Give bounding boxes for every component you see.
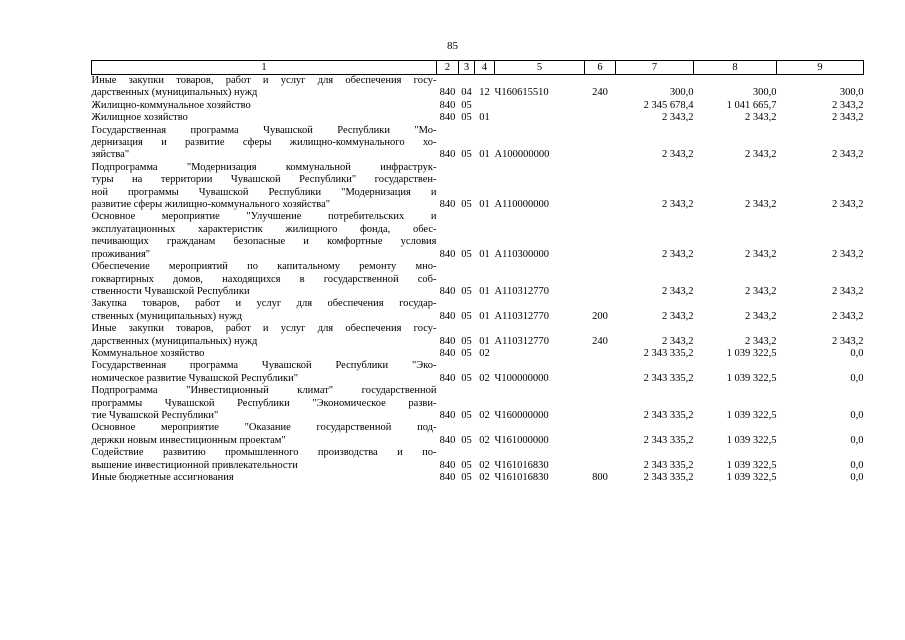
budget-admin-code: 840 [439, 459, 456, 471]
target-article-code: Ч161016830 [494, 472, 549, 483]
table-row [92, 348, 864, 360]
amount-col-8: 1 041 665,7 [726, 99, 777, 111]
amount-col-8: 1 039 322,5 [726, 409, 777, 421]
column-header: 1 [92, 61, 437, 75]
expense-type-code [585, 385, 616, 422]
subsection-code: 01 [479, 285, 490, 297]
section-code: 05 [461, 409, 472, 421]
table-row [92, 360, 864, 385]
table-row [92, 422, 864, 447]
budget-admin-code: 840 [439, 199, 456, 211]
target-article-code [495, 348, 585, 360]
amount-col-7: 2 343 335,2 [643, 409, 694, 421]
amount-col-7: 2 343 335,2 [643, 472, 694, 483]
section-code: 05 [461, 149, 472, 161]
amount-col-8: 1 039 322,5 [726, 347, 777, 359]
description-line: туры на территории Чувашской Республики" государствен- [91, 174, 437, 186]
table-row [92, 298, 864, 323]
table-row [92, 100, 864, 112]
row-description [92, 348, 437, 360]
description-line: Подпрограмма "Модернизация коммунальной инфраструк- [91, 161, 437, 173]
amount-col-8: 2 343,2 [745, 310, 777, 322]
column-header: 5 [495, 61, 585, 75]
table-row [92, 112, 864, 124]
section-code: 05 [461, 472, 472, 483]
amount-col-7: 2 343 335,2 [643, 459, 694, 471]
table-row [92, 75, 864, 100]
amount-col-8: 2 343,2 [745, 112, 777, 124]
table-row [92, 472, 864, 484]
row-description [92, 323, 437, 348]
amount-col-8: 300,0 [752, 87, 777, 99]
amount-col-9: 2 343,2 [832, 335, 864, 347]
section-code: 05 [461, 199, 472, 211]
table-row [92, 447, 864, 472]
row-description [92, 261, 437, 298]
section-code: 05 [461, 347, 472, 359]
table-row [92, 162, 864, 212]
target-article-code: Ч161000000 [494, 434, 549, 446]
subsection-code: 01 [479, 149, 490, 161]
description-line: Содействие развитию промышленного производства и по- [91, 447, 437, 459]
expense-type-code: 800 [592, 472, 608, 483]
description-line: держки новым инвестиционным проектам" [91, 434, 286, 446]
row-description [92, 447, 437, 472]
row-description [92, 385, 437, 422]
target-article-code: Ч161016830 [494, 459, 549, 471]
amount-col-9: 2 343,2 [832, 149, 864, 161]
description-line: Подпрограмма "Инвестиционный климат" государственной [91, 385, 437, 397]
amount-col-9: 0,0 [850, 434, 864, 446]
amount-col-7: 2 343,2 [662, 285, 694, 297]
target-article-code [495, 100, 585, 112]
target-article-code: Ч100000000 [494, 372, 549, 384]
row-description [92, 298, 437, 323]
description-line: Коммунальное хозяйство [91, 347, 205, 359]
subsection-code: 02 [479, 472, 490, 483]
row-description [92, 360, 437, 385]
row-description [92, 112, 437, 124]
description-line: дарственных (муниципальных) нужд [91, 335, 258, 347]
budget-admin-code: 840 [439, 149, 456, 161]
expense-type-code [585, 422, 616, 447]
section-code: 05 [461, 99, 472, 111]
budget-admin-code: 840 [439, 472, 456, 483]
budget-admin-code: 840 [439, 87, 456, 99]
description-line: ственных (муниципальных) нужд [91, 310, 243, 322]
table-row [92, 125, 864, 162]
column-header: 3 [459, 61, 475, 75]
table-row [92, 261, 864, 298]
description-line: развитие сферы жилищно-коммунального хозяйства" [91, 199, 331, 211]
amount-col-8: 1 039 322,5 [726, 372, 777, 384]
table-body [92, 75, 864, 485]
expense-type-code [585, 348, 616, 360]
section-code: 05 [461, 372, 472, 384]
description-line: эксплуатационных характеристик жилищного фонда, обес- [91, 223, 437, 235]
amount-col-7: 2 345 678,4 [643, 99, 694, 111]
column-header: 2 [437, 61, 459, 75]
budget-admin-code: 840 [439, 285, 456, 297]
section-code: 05 [461, 434, 472, 446]
subsection-code: 02 [479, 347, 490, 359]
amount-col-8: 2 343,2 [745, 248, 777, 260]
amount-col-9: 2 343,2 [832, 248, 864, 260]
amount-col-8: 2 343,2 [745, 199, 777, 211]
subsection-code: 02 [479, 409, 490, 421]
amount-col-8: 1 039 322,5 [726, 472, 777, 483]
amount-col-8: 2 343,2 [745, 285, 777, 297]
subsection-code: 01 [479, 248, 490, 260]
amount-col-8: 1 039 322,5 [726, 434, 777, 446]
amount-col-9: 0,0 [850, 347, 864, 359]
expense-type-code [585, 261, 616, 298]
description-line: зяйства" [91, 149, 130, 161]
expense-type-code [585, 447, 616, 472]
expense-type-code [585, 162, 616, 212]
subsection-code: 02 [479, 372, 490, 384]
description-line: проживания" [91, 248, 151, 260]
budget-admin-code: 840 [439, 335, 456, 347]
section-code: 05 [461, 310, 472, 322]
amount-col-9: 0,0 [850, 472, 864, 483]
column-header: 9 [777, 61, 864, 75]
section-code: 05 [461, 248, 472, 260]
description-line: Иные бюджетные ассигнования [91, 472, 234, 483]
amount-col-9: 0,0 [850, 409, 864, 421]
section-code: 05 [461, 335, 472, 347]
amount-col-8: 2 343,2 [745, 149, 777, 161]
description-line: ной программы Чувашской Республики "Модернизация и [91, 186, 437, 198]
expense-type-code [585, 125, 616, 162]
amount-col-7: 2 343 335,2 [643, 434, 694, 446]
description-line: тие Чувашской Республики" [91, 409, 219, 421]
table-header-row [92, 61, 864, 75]
amount-col-8: 1 039 322,5 [726, 459, 777, 471]
subsection-code: 01 [479, 310, 490, 322]
budget-admin-code: 840 [439, 347, 456, 359]
description-line: Жилищно-коммунальное хозяйство [91, 99, 251, 111]
expense-type-code [585, 211, 616, 261]
amount-col-7: 2 343,2 [662, 310, 694, 322]
section-code: 05 [461, 459, 472, 471]
row-description [92, 422, 437, 447]
expense-type-code: 200 [592, 310, 608, 322]
budget-admin-code: 840 [439, 434, 456, 446]
amount-col-7: 2 343,2 [662, 112, 694, 124]
subsection-code [475, 100, 495, 112]
subsection-code: 01 [479, 112, 490, 124]
target-article-code: А110312770 [494, 335, 549, 347]
budget-table [91, 60, 864, 484]
description-line: Иные закупки товаров, работ и услуг для обеспечения госу- [91, 323, 437, 335]
row-description [92, 162, 437, 212]
amount-col-7: 2 343 335,2 [643, 347, 694, 359]
subsection-code: 01 [479, 199, 490, 211]
amount-col-7: 2 343,2 [662, 149, 694, 161]
description-line: Жилищное хозяйство [91, 112, 188, 124]
budget-admin-code: 840 [439, 372, 456, 384]
column-header: 7 [616, 61, 694, 75]
target-article-code: А110000000 [494, 199, 549, 211]
subsection-code: 02 [479, 459, 490, 471]
budget-admin-code: 840 [439, 248, 456, 260]
row-description [92, 125, 437, 162]
expense-type-code: 240 [592, 335, 608, 347]
description-line: Закупка товаров, работ и услуг для обеспечения государ- [91, 298, 437, 310]
target-article-code: А110300000 [494, 248, 549, 260]
row-description [92, 100, 437, 112]
expense-type-code [585, 112, 616, 124]
description-line: вышение инвестиционной привлекательности [91, 459, 298, 471]
target-article-code: А110312770 [494, 310, 549, 322]
amount-col-7: 300,0 [669, 87, 694, 99]
budget-admin-code: 840 [439, 99, 456, 111]
description-line: Обеспечение мероприятий по капитальному ремонту мно- [91, 261, 437, 273]
amount-col-9: 2 343,2 [832, 112, 864, 124]
target-article-code [495, 112, 585, 124]
column-header: 4 [475, 61, 495, 75]
amount-col-9: 2 343,2 [832, 285, 864, 297]
target-article-code: Ч160615510 [494, 87, 549, 99]
expense-type-code: 240 [592, 87, 608, 99]
row-description [92, 472, 437, 484]
amount-col-9: 0,0 [850, 459, 864, 471]
target-article-code: А100000000 [494, 149, 550, 161]
description-line: Государственная программа Чувашской Республики "Мо- [91, 124, 437, 136]
budget-admin-code: 840 [439, 112, 456, 124]
expense-type-code [585, 100, 616, 112]
subsection-code: 01 [479, 335, 490, 347]
page-number: 85 [447, 40, 458, 52]
amount-col-9: 300,0 [839, 87, 864, 99]
description-line: программы Чувашской Республики "Экономическое разви- [91, 397, 437, 409]
section-code: 04 [461, 87, 472, 99]
expense-type-code [585, 360, 616, 385]
column-header: 8 [694, 61, 777, 75]
amount-col-9: 0,0 [850, 372, 864, 384]
description-line: печивающих гражданам безопасные и комфортные условия [91, 236, 437, 248]
table-row [92, 211, 864, 261]
amount-col-9: 2 343,2 [832, 199, 864, 211]
amount-col-7: 2 343,2 [662, 199, 694, 211]
section-code: 05 [461, 112, 472, 124]
target-article-code: А110312770 [494, 285, 549, 297]
target-article-code: Ч160000000 [494, 409, 549, 421]
description-line: ственности Чувашской Республики [91, 285, 250, 297]
subsection-code: 12 [479, 87, 490, 99]
amount-col-7: 2 343,2 [662, 335, 694, 347]
row-description [92, 75, 437, 100]
description-line: дернизация и развитие сферы жилищно-коммунального хо- [91, 137, 437, 149]
amount-col-9: 2 343,2 [832, 310, 864, 322]
table-row [92, 385, 864, 422]
description-line: гоквартирных домов, находящихся в государственной соб- [91, 273, 437, 285]
amount-col-8: 2 343,2 [745, 335, 777, 347]
table-row [92, 323, 864, 348]
amount-col-7: 2 343,2 [662, 248, 694, 260]
budget-admin-code: 840 [439, 409, 456, 421]
description-line: Основное мероприятие "Улучшение потребительских и [91, 211, 437, 223]
row-description [92, 211, 437, 261]
description-line: Государственная программа Чувашской Республики "Эко- [91, 360, 437, 372]
budget-admin-code: 840 [439, 310, 456, 322]
description-line: номическое развитие Чувашской Республики" [91, 372, 298, 384]
amount-col-7: 2 343 335,2 [643, 372, 694, 384]
description-line: дарственных (муниципальных) нужд [91, 87, 258, 99]
amount-col-9: 2 343,2 [832, 99, 864, 111]
column-header: 6 [585, 61, 616, 75]
section-code: 05 [461, 285, 472, 297]
description-line: Основное мероприятие "Оказание государственной под- [91, 422, 437, 434]
description-line: Иные закупки товаров, работ и услуг для обеспечения госу- [91, 75, 437, 86]
subsection-code: 02 [479, 434, 490, 446]
